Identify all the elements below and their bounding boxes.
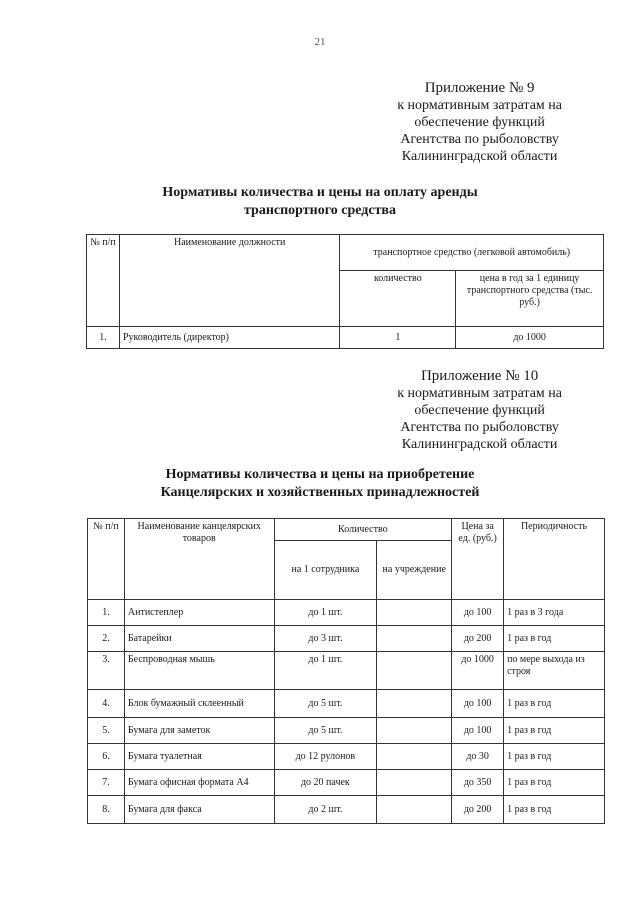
row-name: Бумага туалетная [124, 744, 274, 770]
appendix-10-title: Приложение № 10 [420, 368, 539, 384]
heading-line: Нормативы количества и цены на приобретение [165, 467, 475, 482]
header-period: Периодичность [504, 519, 605, 600]
row-per-employee: до 5 шт. [274, 690, 377, 718]
row-per-employee: до 2 шт. [274, 796, 377, 824]
row-period: 1 раз в год [504, 690, 605, 718]
row-quantity: 1 [340, 327, 456, 349]
row-num: 8. [88, 796, 125, 824]
appendix-9-title: Приложение № 9 [424, 80, 535, 96]
row-name: Бумага для заметок [124, 718, 274, 744]
row-name: Батарейки [124, 626, 274, 652]
heading-vehicle-rent [0, 184, 640, 220]
row-period: 1 раз в 3 года [504, 600, 605, 626]
row-period: 1 раз в год [504, 626, 605, 652]
row-per-employee: до 5 шт. [274, 718, 377, 744]
header-position: Наименование должности [119, 235, 340, 327]
row-name: Бумага офисная формата А4 [124, 770, 274, 796]
header-name: Наименование канцелярских товаров [124, 519, 274, 600]
row-price: до 350 [452, 770, 504, 796]
row-per-institution [377, 626, 452, 652]
row-name: Антистеплер [124, 600, 274, 626]
row-per-employee: до 12 рулонов [274, 744, 377, 770]
row-period: 1 раз в год [504, 718, 605, 744]
row-num: 4. [88, 690, 125, 718]
heading-office-supplies [0, 466, 640, 502]
header-price: цена в год за 1 единицу транспортного средства (тыс. руб.) [456, 271, 604, 327]
row-period: 1 раз в год [504, 770, 605, 796]
header-per-institution: на учреждение [377, 541, 452, 600]
row-price: до 100 [452, 690, 504, 718]
appendix-10-block [397, 368, 562, 453]
header-num: № п/п [88, 519, 125, 600]
appendix-9-block [397, 80, 562, 165]
row-num: 2. [88, 626, 125, 652]
header-quantity: количество [340, 271, 456, 327]
row-per-employee: до 1 шт. [274, 600, 377, 626]
row-per-institution [377, 690, 452, 718]
heading-line: Канцелярских и хозяйственных принадлежностей [160, 485, 480, 500]
row-num: 1. [87, 327, 120, 349]
row-num: 3. [88, 652, 125, 690]
table-row [88, 796, 605, 824]
row-price: до 100 [452, 600, 504, 626]
row-per-institution [377, 600, 452, 626]
row-price: до 200 [452, 796, 504, 824]
heading-line: транспортного средства [244, 203, 396, 218]
row-price: до 100 [452, 718, 504, 744]
row-price: до 1000 [452, 652, 504, 690]
table-row [88, 690, 605, 718]
appendix-10-line: Калининградской области [401, 437, 558, 452]
row-per-employee: до 3 шт. [274, 626, 377, 652]
table-row [88, 652, 605, 690]
table-row [88, 770, 605, 796]
row-name: Бумага для факса [124, 796, 274, 824]
table-row [88, 718, 605, 744]
row-name: Беспроводная мышь [124, 652, 274, 690]
row-period: по мере выхода из строя [504, 652, 605, 690]
appendix-9-line: Калининградской области [401, 149, 558, 164]
table-row [88, 744, 605, 770]
row-per-institution [377, 718, 452, 744]
row-price: до 1000 [456, 327, 604, 349]
row-num: 7. [88, 770, 125, 796]
appendix-9-line: обеспечение функций [414, 115, 545, 130]
header-price: Цена за ед. (руб.) [452, 519, 504, 600]
header-per-employee: на 1 сотрудника [274, 541, 377, 600]
row-period: 1 раз в год [504, 744, 605, 770]
row-position: Руководитель (директор) [119, 327, 340, 349]
table-row [88, 626, 605, 652]
row-per-institution [377, 652, 452, 690]
row-per-institution [377, 744, 452, 770]
appendix-9-line: Агентства по рыболовству [400, 132, 559, 147]
office-supplies-table [87, 518, 605, 824]
row-num: 6. [88, 744, 125, 770]
table-row [88, 600, 605, 626]
vehicle-rent-table [86, 234, 604, 349]
row-per-institution [377, 770, 452, 796]
row-name: Блок бумажный склеенный [124, 690, 274, 718]
header-num: № п/п [87, 235, 120, 327]
row-period: 1 раз в год [504, 796, 605, 824]
row-per-employee: до 20 пачек [274, 770, 377, 796]
row-price: до 200 [452, 626, 504, 652]
row-price: до 30 [452, 744, 504, 770]
row-num: 5. [88, 718, 125, 744]
heading-line: Нормативы количества и цены на оплату аренды [162, 185, 478, 200]
row-per-institution [377, 796, 452, 824]
page-number: 21 [314, 36, 326, 48]
row-num: 1. [88, 600, 125, 626]
appendix-10-line: Агентства по рыболовству [400, 420, 559, 435]
header-vehicle: транспортное средство (легковой автомобиль) [340, 235, 604, 271]
header-quantity: Количество [274, 519, 452, 541]
row-per-employee: до 1 шт. [274, 652, 377, 690]
appendix-9-line: к нормативным затратам на [397, 98, 562, 113]
table-row [87, 327, 604, 349]
appendix-10-line: обеспечение функций [414, 403, 545, 418]
appendix-10-line: к нормативным затратам на [397, 386, 562, 401]
